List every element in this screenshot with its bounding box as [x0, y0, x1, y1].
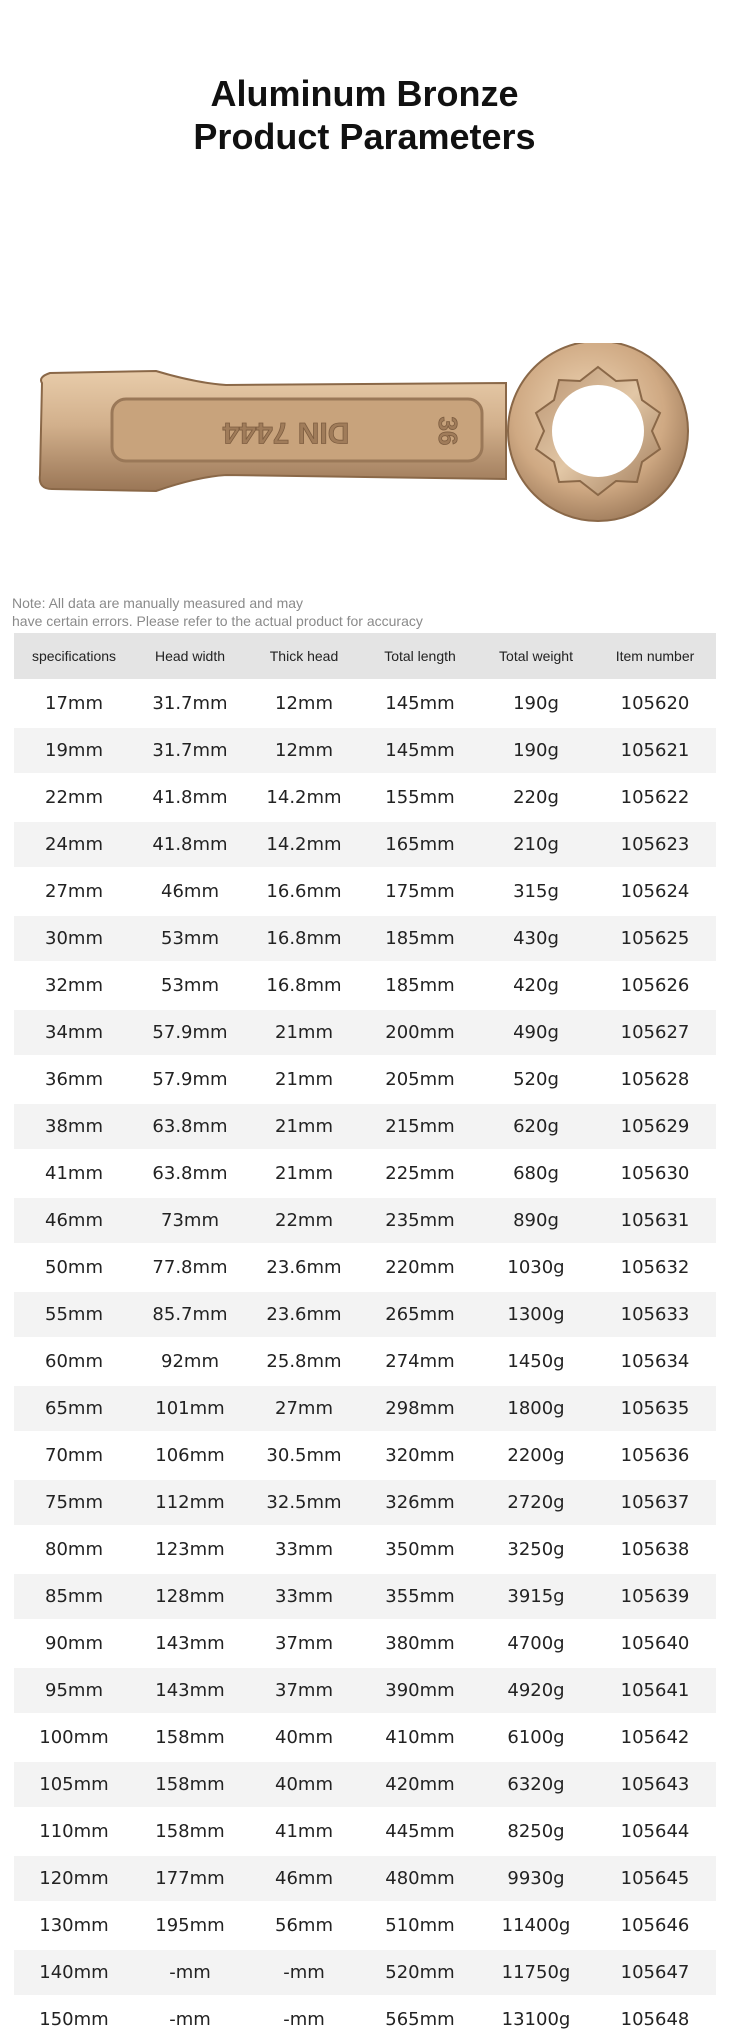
cell-specification: 17mm: [14, 680, 134, 727]
cell-specification: 85mm: [14, 1573, 134, 1620]
cell-thick-head: 41mm: [246, 1808, 362, 1855]
table-row: [14, 1573, 716, 1620]
table-row: [14, 1526, 716, 1573]
cell-total-length: 145mm: [362, 680, 478, 727]
cell-head-width: 73mm: [134, 1197, 246, 1244]
cell-specification: 110mm: [14, 1808, 134, 1855]
cell-total-length: 274mm: [362, 1338, 478, 1385]
cell-item-number: 105647: [594, 1949, 716, 1996]
cell-total-weight: 11400g: [478, 1902, 594, 1949]
header-specifications: specifications: [14, 633, 134, 680]
table-row: [14, 1150, 716, 1197]
cell-total-length: 165mm: [362, 821, 478, 868]
cell-total-length: 355mm: [362, 1573, 478, 1620]
table-row: [14, 1714, 716, 1761]
cell-head-width: 31.7mm: [134, 680, 246, 727]
cell-item-number: 105642: [594, 1714, 716, 1761]
table-body: [14, 680, 716, 2042]
cell-head-width: 177mm: [134, 1855, 246, 1902]
cell-item-number: 105648: [594, 1996, 716, 2042]
header-item-number: Item number: [594, 633, 716, 680]
cell-specification: 36mm: [14, 1056, 134, 1103]
cell-total-weight: 620g: [478, 1103, 594, 1150]
cell-thick-head: 22mm: [246, 1197, 362, 1244]
cell-item-number: 105623: [594, 821, 716, 868]
cell-total-weight: 9930g: [478, 1855, 594, 1902]
cell-thick-head: 27mm: [246, 1385, 362, 1432]
cell-item-number: 105621: [594, 727, 716, 774]
cell-head-width: 123mm: [134, 1526, 246, 1573]
cell-item-number: 105624: [594, 868, 716, 915]
cell-total-length: 565mm: [362, 1996, 478, 2042]
cell-thick-head: 25.8mm: [246, 1338, 362, 1385]
cell-specification: 140mm: [14, 1949, 134, 1996]
cell-item-number: 105641: [594, 1667, 716, 1714]
cell-thick-head: 16.8mm: [246, 915, 362, 962]
cell-specification: 55mm: [14, 1291, 134, 1338]
cell-head-width: 143mm: [134, 1667, 246, 1714]
cell-total-length: 480mm: [362, 1855, 478, 1902]
cell-head-width: 158mm: [134, 1714, 246, 1761]
cell-total-weight: 1030g: [478, 1244, 594, 1291]
cell-specification: 120mm: [14, 1855, 134, 1902]
cell-thick-head: -mm: [246, 1949, 362, 1996]
table-header-row: [14, 633, 716, 680]
table-row: [14, 1761, 716, 1808]
cell-item-number: 105622: [594, 774, 716, 821]
cell-item-number: 105628: [594, 1056, 716, 1103]
cell-specification: 95mm: [14, 1667, 134, 1714]
cell-total-length: 380mm: [362, 1620, 478, 1667]
table-row: [14, 821, 716, 868]
cell-total-weight: 2720g: [478, 1479, 594, 1526]
cell-total-weight: 13100g: [478, 1996, 594, 2042]
cell-thick-head: -mm: [246, 1996, 362, 2042]
cell-item-number: 105630: [594, 1150, 716, 1197]
table-row: [14, 1808, 716, 1855]
cell-total-length: 326mm: [362, 1479, 478, 1526]
cell-head-width: 46mm: [134, 868, 246, 915]
cell-item-number: 105645: [594, 1855, 716, 1902]
cell-item-number: 105638: [594, 1526, 716, 1573]
cell-total-length: 350mm: [362, 1526, 478, 1573]
cell-total-length: 410mm: [362, 1714, 478, 1761]
ring-wrench-image: [36, 343, 696, 535]
cell-thick-head: 30.5mm: [246, 1432, 362, 1479]
cell-specification: 100mm: [14, 1714, 134, 1761]
cell-total-weight: 1300g: [478, 1291, 594, 1338]
header-total-length: Total length: [362, 633, 478, 680]
cell-total-length: 298mm: [362, 1385, 478, 1432]
cell-total-weight: 3250g: [478, 1526, 594, 1573]
note-line-2: have certain errors. Please refer to the actual product for accuracy: [12, 613, 423, 629]
cell-thick-head: 33mm: [246, 1526, 362, 1573]
cell-total-length: 320mm: [362, 1432, 478, 1479]
cell-total-weight: 890g: [478, 1197, 594, 1244]
measurement-note: [12, 594, 532, 630]
cell-total-weight: 430g: [478, 915, 594, 962]
cell-specification: 34mm: [14, 1009, 134, 1056]
cell-total-length: 200mm: [362, 1009, 478, 1056]
table-row: [14, 1479, 716, 1526]
cell-total-weight: 680g: [478, 1150, 594, 1197]
cell-total-weight: 3915g: [478, 1573, 594, 1620]
cell-specification: 105mm: [14, 1761, 134, 1808]
cell-head-width: 63.8mm: [134, 1103, 246, 1150]
table-row: [14, 774, 716, 821]
parameters-table: [14, 633, 716, 2042]
cell-head-width: 57.9mm: [134, 1056, 246, 1103]
cell-total-length: 225mm: [362, 1150, 478, 1197]
cell-total-weight: 190g: [478, 727, 594, 774]
cell-item-number: 105634: [594, 1338, 716, 1385]
cell-head-width: 106mm: [134, 1432, 246, 1479]
table-row: [14, 680, 716, 727]
cell-item-number: 105629: [594, 1103, 716, 1150]
cell-specification: 70mm: [14, 1432, 134, 1479]
page-title-line-2: Product Parameters: [193, 116, 536, 157]
cell-total-length: 145mm: [362, 727, 478, 774]
cell-thick-head: 21mm: [246, 1103, 362, 1150]
cell-thick-head: 12mm: [246, 680, 362, 727]
table-row: [14, 1620, 716, 1667]
cell-total-weight: 8250g: [478, 1808, 594, 1855]
table-row: [14, 962, 716, 1009]
table-row: [14, 1244, 716, 1291]
cell-thick-head: 16.6mm: [246, 868, 362, 915]
cell-specification: 24mm: [14, 821, 134, 868]
table-row: [14, 1385, 716, 1432]
cell-head-width: 158mm: [134, 1808, 246, 1855]
cell-specification: 130mm: [14, 1902, 134, 1949]
cell-total-length: 510mm: [362, 1902, 478, 1949]
cell-head-width: -mm: [134, 1996, 246, 2042]
table-row: [14, 1949, 716, 1996]
table-row: [14, 1197, 716, 1244]
cell-item-number: 105635: [594, 1385, 716, 1432]
cell-total-length: 215mm: [362, 1103, 478, 1150]
cell-specification: 19mm: [14, 727, 134, 774]
cell-item-number: 105646: [594, 1902, 716, 1949]
cell-thick-head: 32.5mm: [246, 1479, 362, 1526]
cell-specification: 32mm: [14, 962, 134, 1009]
cell-specification: 46mm: [14, 1197, 134, 1244]
cell-total-weight: 220g: [478, 774, 594, 821]
cell-head-width: 77.8mm: [134, 1244, 246, 1291]
cell-total-length: 265mm: [362, 1291, 478, 1338]
table-row: [14, 868, 716, 915]
cell-total-length: 185mm: [362, 962, 478, 1009]
din-stamp: DIN 7444: [222, 416, 350, 450]
cell-thick-head: 56mm: [246, 1902, 362, 1949]
cell-item-number: 105640: [594, 1620, 716, 1667]
cell-head-width: -mm: [134, 1949, 246, 1996]
cell-thick-head: 12mm: [246, 727, 362, 774]
page-title-line-1: Aluminum Bronze: [210, 73, 519, 114]
table-row: [14, 1667, 716, 1714]
cell-specification: 22mm: [14, 774, 134, 821]
cell-specification: 41mm: [14, 1150, 134, 1197]
cell-total-weight: 210g: [478, 821, 594, 868]
table-row: [14, 727, 716, 774]
cell-head-width: 63.8mm: [134, 1150, 246, 1197]
cell-total-weight: 490g: [478, 1009, 594, 1056]
size-mark: 36: [433, 416, 464, 446]
cell-total-length: 220mm: [362, 1244, 478, 1291]
wrench-ring-hole: [552, 385, 644, 477]
cell-total-weight: 2200g: [478, 1432, 594, 1479]
cell-item-number: 105637: [594, 1479, 716, 1526]
cell-thick-head: 14.2mm: [246, 821, 362, 868]
header-head-width: Head width: [134, 633, 246, 680]
cell-item-number: 105625: [594, 915, 716, 962]
cell-specification: 38mm: [14, 1103, 134, 1150]
cell-thick-head: 21mm: [246, 1009, 362, 1056]
cell-specification: 30mm: [14, 915, 134, 962]
cell-total-weight: 11750g: [478, 1949, 594, 1996]
cell-total-length: 185mm: [362, 915, 478, 962]
cell-head-width: 143mm: [134, 1620, 246, 1667]
cell-specification: 50mm: [14, 1244, 134, 1291]
cell-item-number: 105636: [594, 1432, 716, 1479]
header-total-weight: Total weight: [478, 633, 594, 680]
cell-specification: 27mm: [14, 868, 134, 915]
note-line-1: Note: All data are manually measured and may: [12, 595, 304, 611]
cell-head-width: 158mm: [134, 1761, 246, 1808]
cell-total-weight: 6100g: [478, 1714, 594, 1761]
cell-head-width: 101mm: [134, 1385, 246, 1432]
cell-item-number: 105632: [594, 1244, 716, 1291]
cell-thick-head: 40mm: [246, 1761, 362, 1808]
page-title: [0, 72, 729, 158]
cell-thick-head: 33mm: [246, 1573, 362, 1620]
cell-item-number: 105626: [594, 962, 716, 1009]
cell-specification: 150mm: [14, 1996, 134, 2042]
cell-head-width: 53mm: [134, 962, 246, 1009]
cell-total-length: 155mm: [362, 774, 478, 821]
cell-total-length: 520mm: [362, 1949, 478, 1996]
cell-total-weight: 190g: [478, 680, 594, 727]
table-row: [14, 1996, 716, 2042]
cell-item-number: 105639: [594, 1573, 716, 1620]
cell-thick-head: 37mm: [246, 1620, 362, 1667]
table-row: [14, 1291, 716, 1338]
cell-thick-head: 23.6mm: [246, 1291, 362, 1338]
cell-thick-head: 46mm: [246, 1855, 362, 1902]
cell-total-weight: 4920g: [478, 1667, 594, 1714]
cell-specification: 80mm: [14, 1526, 134, 1573]
cell-total-weight: 1800g: [478, 1385, 594, 1432]
cell-item-number: 105643: [594, 1761, 716, 1808]
cell-head-width: 112mm: [134, 1479, 246, 1526]
cell-total-weight: 4700g: [478, 1620, 594, 1667]
cell-specification: 60mm: [14, 1338, 134, 1385]
cell-head-width: 85.7mm: [134, 1291, 246, 1338]
cell-thick-head: 21mm: [246, 1150, 362, 1197]
cell-specification: 75mm: [14, 1479, 134, 1526]
cell-thick-head: 37mm: [246, 1667, 362, 1714]
cell-head-width: 41.8mm: [134, 774, 246, 821]
cell-item-number: 105633: [594, 1291, 716, 1338]
table-row: [14, 1432, 716, 1479]
cell-total-weight: 6320g: [478, 1761, 594, 1808]
cell-item-number: 105644: [594, 1808, 716, 1855]
cell-head-width: 195mm: [134, 1902, 246, 1949]
table-row: [14, 915, 716, 962]
cell-specification: 65mm: [14, 1385, 134, 1432]
cell-total-length: 205mm: [362, 1056, 478, 1103]
cell-head-width: 92mm: [134, 1338, 246, 1385]
cell-head-width: 128mm: [134, 1573, 246, 1620]
cell-total-length: 175mm: [362, 868, 478, 915]
cell-thick-head: 40mm: [246, 1714, 362, 1761]
cell-thick-head: 16.8mm: [246, 962, 362, 1009]
cell-thick-head: 14.2mm: [246, 774, 362, 821]
cell-total-weight: 315g: [478, 868, 594, 915]
cell-total-weight: 420g: [478, 962, 594, 1009]
cell-head-width: 41.8mm: [134, 821, 246, 868]
table-row: [14, 1338, 716, 1385]
cell-total-length: 445mm: [362, 1808, 478, 1855]
cell-head-width: 57.9mm: [134, 1009, 246, 1056]
table-row: [14, 1902, 716, 1949]
cell-head-width: 53mm: [134, 915, 246, 962]
cell-total-weight: 520g: [478, 1056, 594, 1103]
cell-item-number: 105631: [594, 1197, 716, 1244]
cell-thick-head: 21mm: [246, 1056, 362, 1103]
cell-item-number: 105620: [594, 680, 716, 727]
cell-total-length: 235mm: [362, 1197, 478, 1244]
cell-thick-head: 23.6mm: [246, 1244, 362, 1291]
cell-specification: 90mm: [14, 1620, 134, 1667]
table-row: [14, 1009, 716, 1056]
table-row: [14, 1103, 716, 1150]
table-row: [14, 1056, 716, 1103]
cell-total-length: 390mm: [362, 1667, 478, 1714]
header-thick-head: Thick head: [246, 633, 362, 680]
cell-total-weight: 1450g: [478, 1338, 594, 1385]
table-row: [14, 1855, 716, 1902]
cell-item-number: 105627: [594, 1009, 716, 1056]
cell-head-width: 31.7mm: [134, 727, 246, 774]
cell-total-length: 420mm: [362, 1761, 478, 1808]
